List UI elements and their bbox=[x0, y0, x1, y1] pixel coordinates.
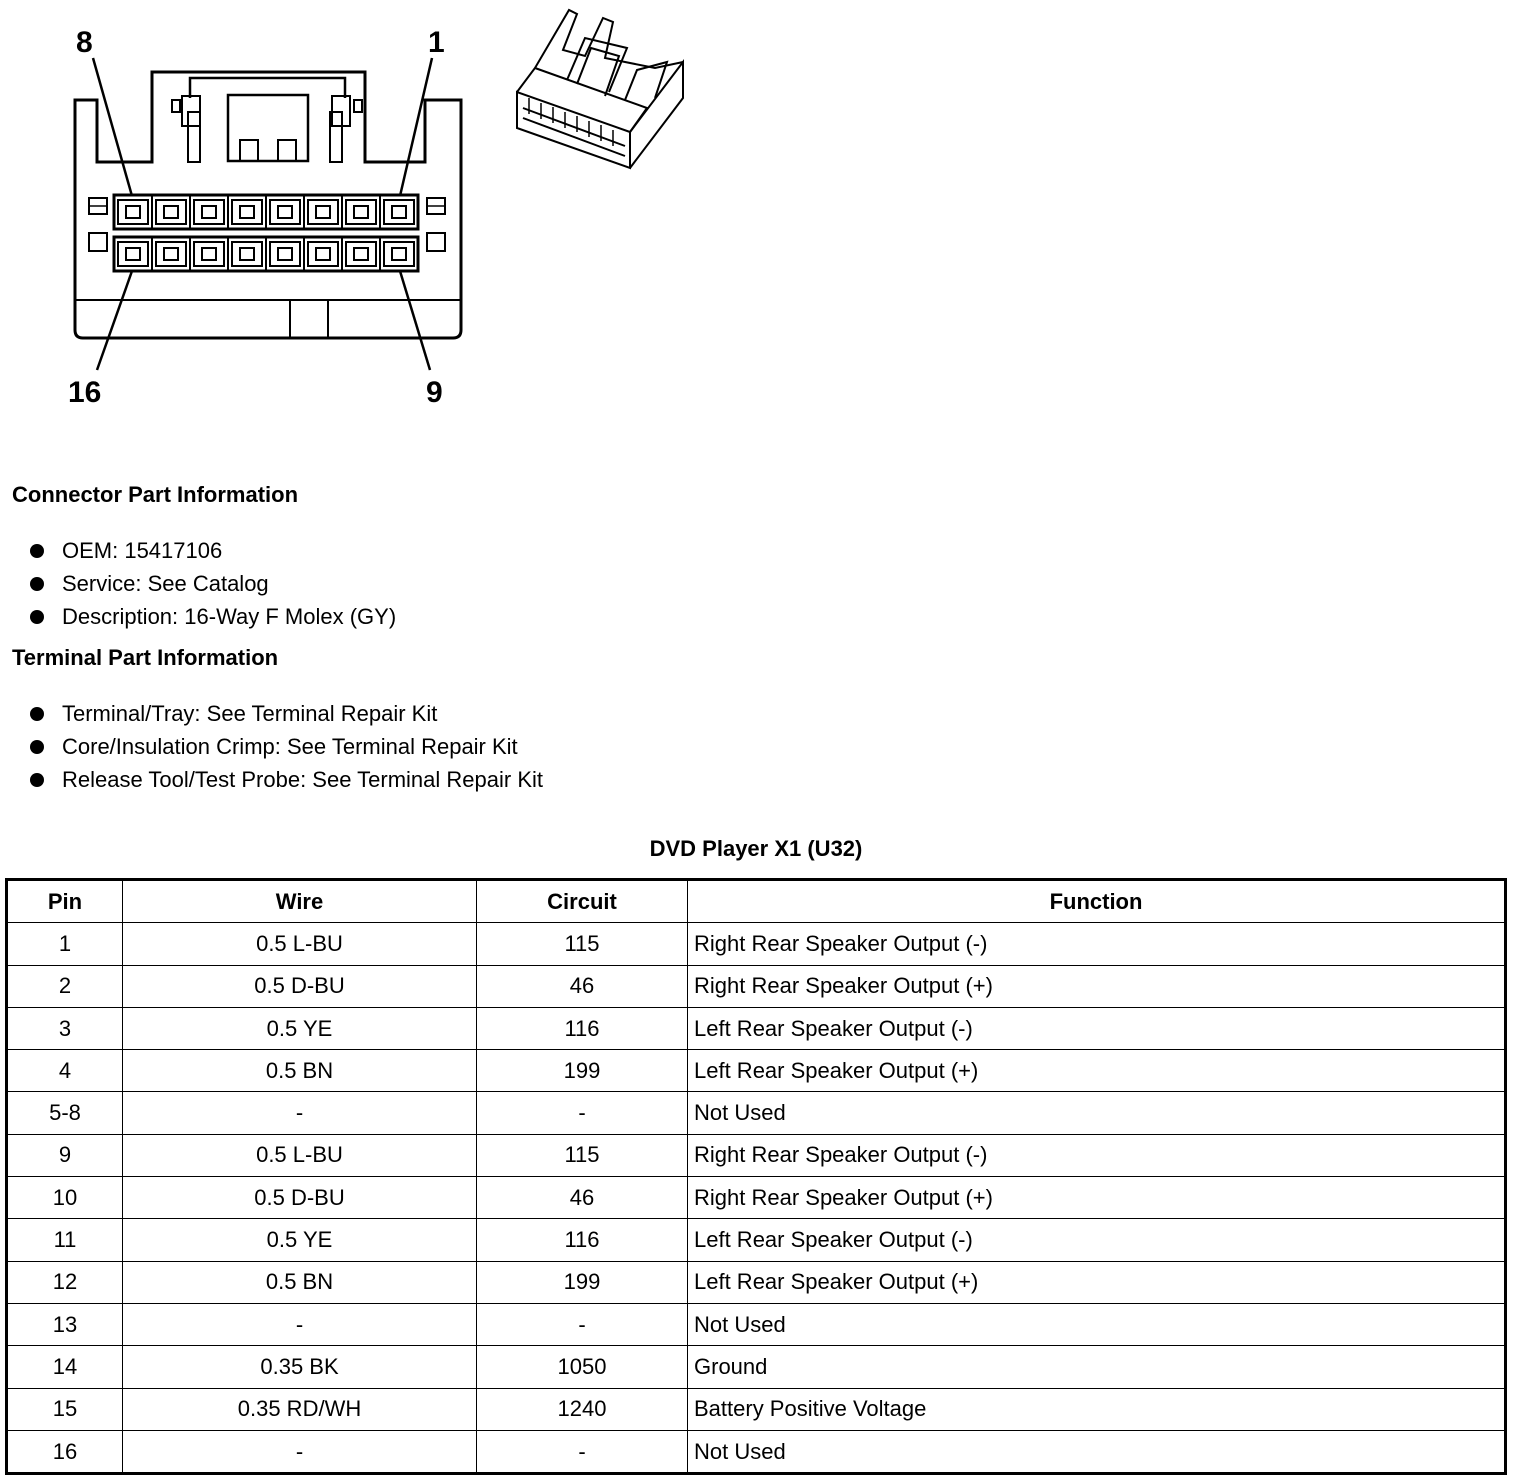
pin-cavity bbox=[308, 242, 338, 266]
cell-function: Left Rear Speaker Output (+) bbox=[688, 1261, 1506, 1303]
terminal-part-info-list bbox=[12, 697, 543, 796]
connector-part-info-list bbox=[12, 534, 396, 633]
pin-cavity-inner bbox=[126, 248, 140, 260]
table-row bbox=[7, 965, 1506, 1007]
cell-circuit: - bbox=[477, 1092, 688, 1134]
pin-cavity bbox=[308, 200, 338, 224]
cell-pin: 11 bbox=[7, 1219, 123, 1261]
cell-function: Left Rear Speaker Output (-) bbox=[688, 1007, 1506, 1049]
list-item: Release Tool/Test Probe: See Terminal Repair Kit bbox=[12, 763, 543, 796]
pin-label-16: 16 bbox=[68, 376, 102, 409]
pin-cavity bbox=[194, 200, 224, 224]
pin-cavity bbox=[270, 200, 300, 224]
pin-cavity-inner bbox=[316, 248, 330, 260]
bullet-icon bbox=[30, 707, 44, 721]
cell-wire: - bbox=[123, 1430, 477, 1473]
table-row bbox=[7, 1261, 1506, 1303]
table-row bbox=[7, 1430, 1506, 1473]
pin-cavity bbox=[232, 242, 262, 266]
cell-function: Right Rear Speaker Output (+) bbox=[688, 965, 1506, 1007]
pin-cavity bbox=[346, 200, 376, 224]
table-row bbox=[7, 1388, 1506, 1430]
table-row bbox=[7, 1219, 1506, 1261]
bullet-icon bbox=[30, 577, 44, 591]
cell-circuit: 116 bbox=[477, 1007, 688, 1049]
pinout-table bbox=[5, 878, 1507, 1475]
pin-cavity-inner bbox=[240, 206, 254, 218]
cell-circuit: 115 bbox=[477, 1134, 688, 1176]
cell-wire: - bbox=[123, 1092, 477, 1134]
table-header-row bbox=[7, 880, 1506, 923]
column-header-wire: Wire bbox=[123, 880, 477, 923]
cell-circuit: 46 bbox=[477, 965, 688, 1007]
pin-cavity-inner bbox=[164, 248, 178, 260]
cell-pin: 16 bbox=[7, 1430, 123, 1473]
cell-function: Left Rear Speaker Output (-) bbox=[688, 1219, 1506, 1261]
pin-cavity-inner bbox=[278, 248, 292, 260]
pin-label-9: 9 bbox=[426, 376, 443, 409]
column-header-circuit: Circuit bbox=[477, 880, 688, 923]
list-item: OEM: 15417106 bbox=[12, 534, 396, 567]
pin-cavity bbox=[118, 200, 148, 224]
pin-cavity-inner bbox=[126, 206, 140, 218]
cell-pin: 13 bbox=[7, 1303, 123, 1345]
pin-cavity bbox=[346, 242, 376, 266]
table-row bbox=[7, 1303, 1506, 1345]
cell-circuit: 1050 bbox=[477, 1346, 688, 1388]
bullet-icon bbox=[30, 544, 44, 558]
pin-label-8: 8 bbox=[76, 26, 93, 59]
cell-circuit: 199 bbox=[477, 1261, 688, 1303]
bullet-icon bbox=[30, 773, 44, 787]
cell-pin: 14 bbox=[7, 1346, 123, 1388]
cell-pin: 5-8 bbox=[7, 1092, 123, 1134]
cell-function: Right Rear Speaker Output (-) bbox=[688, 923, 1506, 965]
table-row bbox=[7, 1134, 1506, 1176]
terminal-part-info-heading: Terminal Part Information bbox=[12, 645, 279, 670]
table-row bbox=[7, 1050, 1506, 1092]
pin-cavity bbox=[156, 242, 186, 266]
cell-wire: 0.5 D-BU bbox=[123, 1177, 477, 1219]
cell-wire: 0.5 L-BU bbox=[123, 923, 477, 965]
cell-pin: 12 bbox=[7, 1261, 123, 1303]
cell-wire: 0.5 YE bbox=[123, 1007, 477, 1049]
pin-label-1: 1 bbox=[428, 26, 445, 59]
pin-cavity bbox=[232, 200, 262, 224]
cell-wire: 0.5 BN bbox=[123, 1261, 477, 1303]
table-row bbox=[7, 1007, 1506, 1049]
column-header-pin: Pin bbox=[7, 880, 123, 923]
cell-function: Left Rear Speaker Output (+) bbox=[688, 1050, 1506, 1092]
cell-wire: 0.35 BK bbox=[123, 1346, 477, 1388]
cell-pin: 3 bbox=[7, 1007, 123, 1049]
cell-function: Battery Positive Voltage bbox=[688, 1388, 1506, 1430]
pin-cavity-inner bbox=[164, 206, 178, 218]
cell-function: Right Rear Speaker Output (+) bbox=[688, 1177, 1506, 1219]
connector-face-diagram bbox=[0, 0, 480, 420]
cell-circuit: 115 bbox=[477, 923, 688, 965]
cell-wire: 0.5 YE bbox=[123, 1219, 477, 1261]
cell-pin: 9 bbox=[7, 1134, 123, 1176]
cell-pin: 4 bbox=[7, 1050, 123, 1092]
cell-function: Not Used bbox=[688, 1430, 1506, 1473]
cell-wire: 0.5 L-BU bbox=[123, 1134, 477, 1176]
pin-cavity-inner bbox=[278, 206, 292, 218]
list-item: Core/Insulation Crimp: See Terminal Repair Kit bbox=[12, 730, 543, 763]
pin-cavity-inner bbox=[354, 248, 368, 260]
bullet-icon bbox=[30, 610, 44, 624]
cell-circuit: 116 bbox=[477, 1219, 688, 1261]
cell-function: Ground bbox=[688, 1346, 1506, 1388]
list-item: Service: See Catalog bbox=[12, 567, 396, 600]
table-row bbox=[7, 1177, 1506, 1219]
cell-wire: 0.5 BN bbox=[123, 1050, 477, 1092]
list-item: Terminal/Tray: See Terminal Repair Kit bbox=[12, 697, 543, 730]
pin-cavity-inner bbox=[316, 206, 330, 218]
cell-wire: - bbox=[123, 1303, 477, 1345]
table-title: DVD Player X1 (U32) bbox=[649, 836, 863, 861]
table-row bbox=[7, 1092, 1506, 1134]
pin-cavity bbox=[156, 200, 186, 224]
pin-cavity-inner bbox=[202, 206, 216, 218]
connector-part-info-heading: Connector Part Information bbox=[12, 482, 299, 507]
cell-circuit: 1240 bbox=[477, 1388, 688, 1430]
cell-pin: 2 bbox=[7, 965, 123, 1007]
table-row bbox=[7, 1346, 1506, 1388]
cell-function: Not Used bbox=[688, 1303, 1506, 1345]
connector-isometric-image bbox=[505, 0, 695, 180]
pin-cavity bbox=[384, 242, 414, 266]
pin-cavity-inner bbox=[202, 248, 216, 260]
list-item: Description: 16-Way F Molex (GY) bbox=[12, 600, 396, 633]
pin-cavity bbox=[194, 242, 224, 266]
cell-wire: 0.35 RD/WH bbox=[123, 1388, 477, 1430]
cell-circuit: 199 bbox=[477, 1050, 688, 1092]
pin-cavity-inner bbox=[240, 248, 254, 260]
cell-function: Right Rear Speaker Output (-) bbox=[688, 1134, 1506, 1176]
cell-circuit: - bbox=[477, 1303, 688, 1345]
pin-cavity bbox=[118, 242, 148, 266]
cell-function: Not Used bbox=[688, 1092, 1506, 1134]
cell-pin: 10 bbox=[7, 1177, 123, 1219]
pin-cavity-inner bbox=[392, 206, 406, 218]
pin-cavity bbox=[384, 200, 414, 224]
bullet-icon bbox=[30, 740, 44, 754]
cell-pin: 1 bbox=[7, 923, 123, 965]
cell-pin: 15 bbox=[7, 1388, 123, 1430]
cell-circuit: 46 bbox=[477, 1177, 688, 1219]
cell-circuit: - bbox=[477, 1430, 688, 1473]
pin-cavity bbox=[270, 242, 300, 266]
pin-cavity-inner bbox=[392, 248, 406, 260]
column-header-function: Function bbox=[688, 880, 1506, 923]
pin-cavity-inner bbox=[354, 206, 368, 218]
table-row bbox=[7, 923, 1506, 965]
cell-wire: 0.5 D-BU bbox=[123, 965, 477, 1007]
